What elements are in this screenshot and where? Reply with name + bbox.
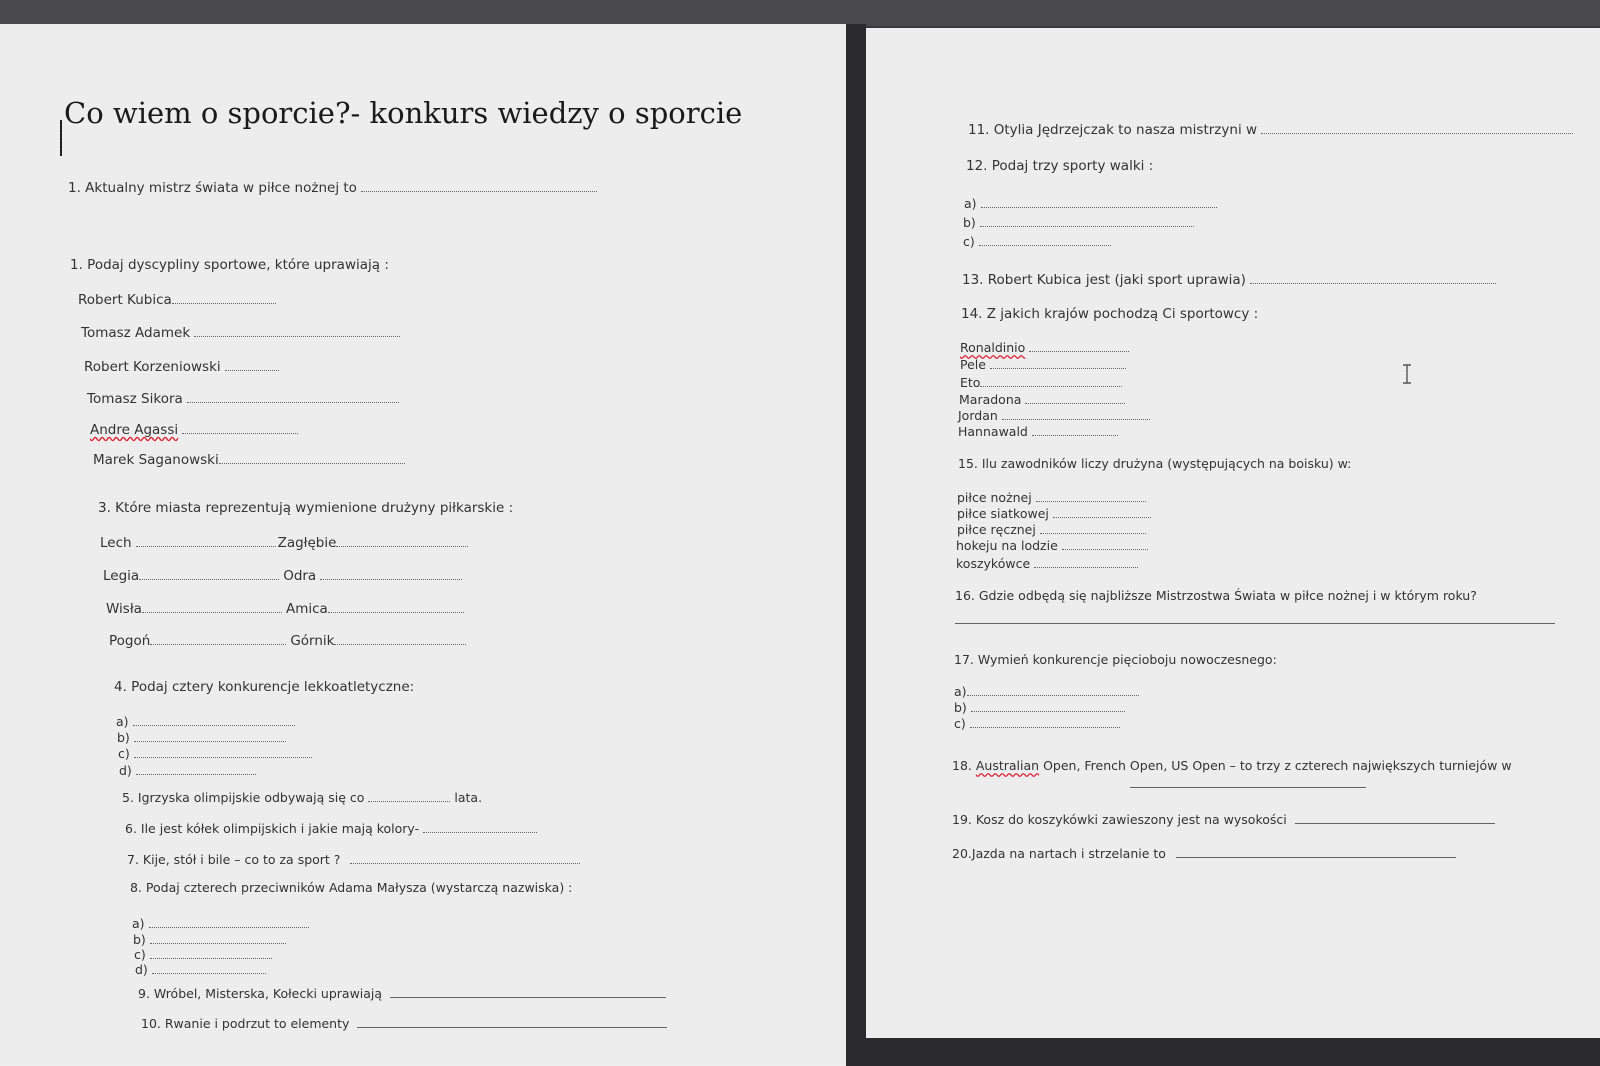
question-8: 8. Podaj czterech przeciwników Adama Małysza (wystarczą nazwiska) : <box>130 880 573 895</box>
question-19: 19. Kosz do koszykówki zawieszony jest na wysokości <box>952 812 1495 827</box>
team-row: Lech Zagłębie <box>100 535 468 551</box>
sport-row: piłce siatkowej <box>957 506 1151 521</box>
question-18: 18. Australian Open, French Open, US Open – to trzy z czterech największych turniejów w <box>952 758 1512 773</box>
question-16: 16. Gdzie odbędą się najbliższe Mistrzostwa Świata w piłce nożnej i w którym roku? <box>955 588 1477 603</box>
question-6: 6. Ile jest kółek olimpijskich i jakie mają kolory- <box>125 821 537 836</box>
answer-line: a) <box>116 714 295 729</box>
bottom-bar <box>866 1038 1600 1066</box>
document-page-right[interactable] <box>866 28 1600 1038</box>
question-3: 3. Które miasta reprezentują wymienione drużyny piłkarskie : <box>98 500 514 516</box>
answer-line: a) <box>132 916 309 931</box>
answer-line: b) <box>117 730 286 745</box>
page-gap <box>846 24 866 1066</box>
country-row: Ronaldinio <box>960 340 1129 355</box>
country-row: Hannawald <box>958 424 1118 439</box>
athlete-row: Andre Agassi <box>90 422 298 438</box>
answer-line: a) <box>964 196 1217 211</box>
country-row: Eto <box>960 375 1122 390</box>
top-bar <box>0 0 1600 26</box>
answer-line: d) <box>119 763 256 778</box>
sport-row: hokeju na lodzie <box>956 538 1148 553</box>
answer-line: c) <box>963 234 1111 249</box>
question-2: 1. Podaj dyscypliny sportowe, które uprawiają : <box>70 257 389 273</box>
answer-line: a) <box>954 684 1139 699</box>
question-1: 1. Aktualny mistrz świata w piłce nożnej to <box>68 180 597 196</box>
athlete-row: Tomasz Sikora <box>87 391 399 407</box>
country-row: Pele <box>960 357 1126 372</box>
answer-line: b) <box>963 215 1194 230</box>
question-11: 11. Otylia Jędrzejczak to nasza mistrzyni w <box>968 122 1573 138</box>
question-13: 13. Robert Kubica jest (jaki sport uprawia) <box>962 272 1496 288</box>
answer-line: c) <box>954 716 1120 731</box>
athlete-row: Robert Kubica <box>78 292 276 308</box>
question-4: 4. Podaj cztery konkurencje lekkoatletyczne: <box>114 679 415 695</box>
question-14: 14. Z jakich krajów pochodzą Ci sportowcy : <box>961 306 1259 322</box>
answer-line: d) <box>135 962 266 977</box>
i-beam-cursor-icon <box>1400 364 1414 384</box>
athlete-row: Robert Korzeniowski <box>84 359 279 375</box>
country-row: Maradona <box>959 392 1125 407</box>
answer-line: c) <box>134 947 272 962</box>
answer-line: b) <box>954 700 1125 715</box>
question-9: 9. Wróbel, Misterska, Kołecki uprawiają <box>138 986 666 1001</box>
answer-line <box>955 612 1555 627</box>
answer-line: c) <box>118 746 312 761</box>
sport-row: piłce ręcznej <box>957 522 1146 537</box>
athlete-row: Tomasz Adamek <box>81 325 400 341</box>
sport-row: koszykówce <box>956 556 1138 571</box>
team-row: Pogoń Górnik <box>109 633 466 649</box>
team-row: Legia Odra <box>103 568 462 584</box>
document-page-left[interactable] <box>0 24 846 1066</box>
text-cursor <box>60 120 62 156</box>
country-row: Jordan <box>958 408 1150 423</box>
answer-line: b) <box>133 932 286 947</box>
question-20: 20.Jazda na nartach i strzelanie to <box>952 846 1456 861</box>
question-7: 7. Kije, stół i bile – co to za sport ? <box>127 852 580 867</box>
answer-line <box>1130 776 1366 791</box>
question-12: 12. Podaj trzy sporty walki : <box>966 158 1154 174</box>
question-10: 10. Rwanie i podrzut to elementy <box>141 1016 667 1031</box>
question-5: 5. Igrzyska olimpijskie odbywają się co lata. <box>122 790 483 805</box>
page-title: Co wiem o sporcie?- konkurs wiedzy o sporcie <box>64 96 743 130</box>
sport-row: piłce nożnej <box>957 490 1146 505</box>
question-15: 15. Ilu zawodników liczy drużyna (występujących na boisku) w: <box>958 456 1352 471</box>
athlete-row: Marek Saganowski <box>93 452 405 468</box>
question-17: 17. Wymień konkurencje pięcioboju nowoczesnego: <box>954 652 1277 667</box>
team-row: Wisła Amica <box>106 601 464 617</box>
